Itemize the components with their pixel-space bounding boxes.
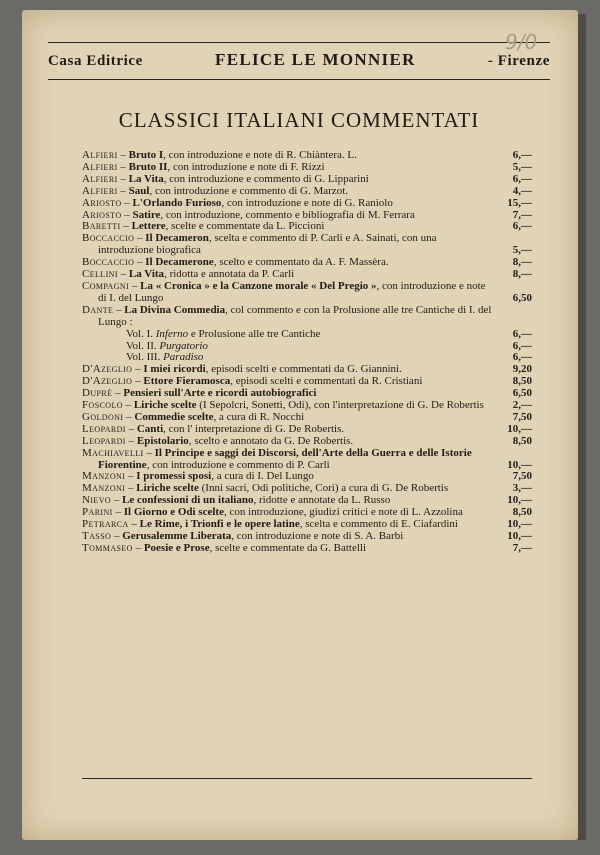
catalog-entry — [82, 448, 532, 472]
entry-author: Manzoni — [82, 482, 126, 495]
entry-description: Leopardi – Canti, con l' interpretazione di G. De Robertis. — [82, 422, 345, 435]
entry-author: Parini — [82, 506, 113, 519]
entry-details: , con introduzione e commento di P. Carli — [146, 458, 330, 471]
entry-author: Machiavelli — [82, 446, 144, 459]
entry-work: I promessi sposi — [136, 470, 212, 483]
entry-work: Gerusalemme Liberata — [122, 530, 232, 542]
entry-work: I miei ricordi — [143, 363, 206, 376]
entry-description: Cellini – La Vita, ridotta e annotata da P. Carli — [82, 268, 295, 281]
entry-price: 5,— — [512, 244, 532, 257]
entry-author: Leopardi — [82, 422, 126, 435]
entry-work: Poesie e Prose — [143, 541, 210, 554]
entry-work: Il Principe e saggi dei Discorsi, dell'Arte della Guerra e delle Istorie Fiorentine — [98, 446, 472, 471]
entry-details: , scelte e commentate da L. Piccioni — [165, 220, 325, 233]
entry-description: D'Azeglio – I miei ricordi, episodi scelti e commentati da G. Giannini. — [82, 363, 402, 376]
entry-author: Dante — [82, 303, 114, 316]
entry-description: Tasso – Gerusalemme Liberata, con introduzione e note di S. A. Barbi — [82, 530, 404, 542]
entry-details: , scelto e commentato da A. F. Massèra. — [213, 256, 389, 269]
entry-details: , con introduzione e note di R. Chiàntera. L. — [163, 149, 357, 161]
entry-author: Boccaccio — [82, 232, 135, 245]
catalog-entry — [82, 543, 532, 555]
entry-price: 4,— — [512, 184, 532, 197]
entry-description: Tommaseo – Poesie e Prose, scelte e commentate da G. Battelli — [82, 541, 366, 554]
entry-price: 8,50 — [512, 375, 532, 388]
entry-price: 6,— — [512, 339, 532, 352]
entry-price: 8,50 — [512, 506, 532, 519]
entry-details: , con introduzione e note di S. A. Barbi — [231, 530, 404, 542]
entry-work: La Vita — [128, 172, 164, 185]
entry-volume: Vol. I. — [126, 327, 153, 340]
entry-description: D'Azeglio – Ettore Fieramosca, episodi scelti e commentati da R. Cristiani — [82, 375, 423, 388]
entry-details: , scelte e commentate da G. Battelli — [209, 541, 366, 554]
page-shadow — [578, 14, 586, 840]
bottom-rule — [82, 778, 532, 779]
entry-author: Leopardi — [82, 434, 126, 447]
entry-work: Ettore Fieramosca — [143, 375, 231, 388]
entry-description: Parini – Il Giorno e Odi scelte, con introduzione, giudizi critici e note di L. Azzolina — [82, 506, 463, 519]
entry-author: D'Azeglio — [82, 375, 133, 388]
publisher-name: FELICE LE MONNIER — [215, 50, 416, 69]
entry-volume: Vol. III. — [126, 351, 161, 364]
entry-details: , ridotta e annotata da P. Carli — [164, 268, 295, 281]
entry-price: 8,— — [512, 268, 532, 281]
entry-description: Goldoni – Commedie scelte, a cura di R. Nocchi — [82, 410, 305, 423]
entry-description: Boccaccio – Il Decameron, scelta e commento di P. Carli e A. Sainati, con una introduzione biografica — [82, 232, 437, 257]
entry-details: , con introduzione e note di I. del Lungo — [98, 279, 486, 304]
entry-price: 10,— — [507, 422, 532, 435]
header-rule-top — [48, 42, 550, 43]
entry-work: Le Rime, i Trionfi e le opere latine — [139, 518, 300, 531]
entry-price: 6,— — [512, 220, 532, 233]
entry-work: Liriche scelte — [136, 482, 199, 495]
entry-price: 7,— — [512, 208, 532, 221]
entry-description: Dante – La Divina Commedia, col commento e con la Prolusione alle tre Cantiche di I. del Lungo : — [82, 303, 492, 328]
entry-author: Cellini — [82, 268, 118, 281]
publisher-prefix: Casa Editrice — [48, 53, 143, 69]
entry-details: (I Sepolcri, Sonetti, Odi), con l'interpretazione di G. De Robertis — [196, 399, 484, 412]
entry-description: Alfieri – La Vita, con introduzione e commento di G. Lipparini — [82, 172, 369, 185]
entry-work: Il Giorno e Odi scelte — [123, 506, 224, 519]
entry-details: , con l' interpretazione di G. De Robertis. — [163, 422, 345, 435]
entry-price: 8,50 — [512, 434, 532, 447]
entry-work: Liriche scelte — [133, 399, 197, 412]
entry-description: Nievo – Le confessioni di un italiano, ridotte e annotate da L. Russo — [82, 494, 391, 507]
catalog-entry — [82, 281, 532, 305]
entry-price: 10,— — [507, 494, 532, 507]
entry-work: Canti — [136, 422, 164, 435]
entry-author: Foscolo — [82, 399, 123, 412]
entry-work: L'Orlando Furioso — [132, 196, 222, 209]
entry-volume-part: Inferno — [155, 327, 189, 340]
entry-description: Ariosto – Satire, con introduzione, commento e bibliografia di M. Ferrara — [82, 208, 415, 221]
entry-price: 6,— — [512, 149, 532, 161]
entry-price: 6,— — [512, 351, 532, 364]
entry-author: Compagni — [82, 279, 130, 292]
entry-description: Manzoni – I promessi sposi, a cura di I. Del Lungo — [82, 470, 314, 483]
entry-details: , con introduzione e commento di G. Lipparini — [163, 172, 369, 185]
entry-price: 15,— — [507, 196, 532, 209]
entry-details: , con introduzione, giudizi critici e note di L. Azzolina — [223, 506, 463, 519]
entry-details: , con introduzione e note di G. Raniolo — [221, 196, 393, 209]
entry-description: Duprè – Pensieri sull'Arte e ricordi autobiografici — [82, 387, 317, 400]
publisher-city: - Firenze — [487, 53, 550, 69]
entry-description: Foscolo – Liriche scelte (I Sepolcri, Sonetti, Odi), con l'interpretazione di G. De Robertis — [82, 399, 484, 412]
entry-work: Epistolario — [136, 434, 189, 447]
entry-price: 10,— — [507, 458, 532, 471]
entry-work: Lettere — [131, 220, 166, 233]
catalog-entry — [82, 305, 532, 329]
entry-details: , episodi scelti e commentati da R. Cristiani — [230, 375, 423, 388]
entry-work: Commedie scelte — [134, 410, 214, 423]
entry-price: 3,— — [512, 482, 532, 495]
entry-price: 7,50 — [512, 410, 532, 423]
entry-description: Machiavelli – Il Principe e saggi dei Discorsi, dell'Arte della Guerra e delle Istorie Fiorentine, con introduzione e commento di P. Carli — [82, 446, 472, 471]
entry-work: Satire — [132, 208, 161, 221]
entry-author: Boccaccio — [82, 256, 135, 269]
header-rule-bottom — [48, 79, 550, 80]
pencil-note: 9/0 — [505, 30, 538, 54]
entry-price: 6,50 — [512, 291, 532, 304]
entry-details: , con introduzione e note di F. Rizzi — [167, 160, 325, 173]
entry-description: Baretti – Lettere, scelte e commentate da L. Piccioni — [82, 220, 325, 233]
page-title: CLASSICI ITALIANI COMMENTATI — [118, 108, 480, 132]
entry-price: 5,— — [512, 160, 532, 173]
entry-details: , ridotte e annotate da L. Russo — [253, 494, 391, 507]
entry-work: Bruto I — [128, 149, 164, 161]
publisher-line — [48, 50, 550, 70]
entry-work: Le confessioni di un italiano — [122, 494, 254, 507]
entry-work: Il Decameron — [145, 232, 209, 245]
entry-details: , scelta e commento di E. Ciafardini — [299, 518, 458, 531]
entry-author: Baretti — [82, 220, 121, 233]
entry-description: Boccaccio – Il Decamerone, scelto e commentato da A. F. Massèra. — [82, 256, 389, 269]
entry-work: La « Cronica » e la Canzone morale « Del Pregio » — [140, 279, 377, 292]
entry-details: , scelto e annotato da G. De Robertis. — [188, 434, 354, 447]
entry-volume-part: Paradiso — [163, 351, 204, 364]
entry-author: Alfieri — [82, 172, 118, 185]
entry-details: , a cura di R. Nocchi — [213, 410, 305, 423]
entry-price: 10,— — [507, 530, 532, 542]
entry-details: , con introduzione, commento e bibliografia di M. Ferrara — [160, 208, 415, 221]
entry-author: Tommaseo — [82, 541, 133, 554]
entry-price: 7,50 — [512, 470, 532, 483]
entry-description: Alfieri – Bruto I, con introduzione e note di R. Chiàntera. L. — [82, 149, 357, 161]
entry-author: Nievo — [82, 494, 112, 507]
entry-author: Ariosto — [82, 196, 122, 209]
entry-author: Tasso — [82, 530, 112, 542]
entry-author: Duprè — [82, 387, 113, 400]
entry-price: 7,— — [512, 541, 532, 554]
entry-work: Bruto II — [128, 160, 168, 173]
entry-description: Leopardi – Epistolario, scelto e annotato da G. De Robertis. — [82, 434, 354, 447]
entry-description: Compagni – La « Cronica » e la Canzone morale « Del Pregio », con introduzione e note di I. del Lungo — [82, 279, 486, 304]
entry-work: La Divina Commedia — [124, 303, 226, 316]
entry-author: Manzoni — [82, 470, 126, 483]
entry-work: Il Decamerone — [145, 256, 214, 269]
entry-price: 9,20 — [512, 363, 532, 376]
entry-author: Alfieri — [82, 184, 118, 197]
entry-description: Ariosto – L'Orlando Furioso, con introduzione e note di G. Raniolo — [82, 196, 393, 209]
entry-author: Alfieri — [82, 160, 118, 173]
entry-work: Pensieri sull'Arte e ricordi autobiografici — [123, 387, 317, 400]
entry-work: Saul — [128, 184, 150, 197]
entry-author: Alfieri — [82, 149, 118, 161]
entry-work: La Vita — [128, 268, 165, 281]
entry-description: Manzoni – Liriche scelte (Inni sacri, Odi politiche, Cori) a cura di G. De Robertis — [82, 482, 449, 495]
entry-price: 6,— — [512, 172, 532, 185]
entry-description: Alfieri – Bruto II, con introduzione e note di F. Rizzi — [82, 160, 325, 173]
entry-details: , con introduzione e commento di G. Marzot. — [149, 184, 348, 197]
catalog-entry — [82, 233, 532, 257]
entry-price: 6,50 — [512, 387, 532, 400]
entry-volume-part: Purgatorio — [159, 339, 208, 352]
entry-volume-rest: e Prolusione alle tre Cantiche — [188, 327, 321, 340]
entry-author: D'Azeglio — [82, 363, 133, 376]
entry-details: (Inni sacri, Odi politiche, Cori) a cura di G. De Robertis — [198, 482, 449, 495]
entry-price: 10,— — [507, 518, 532, 531]
entry-description: Alfieri – Saul, con introduzione e commento di G. Marzot. — [82, 184, 348, 197]
entry-price: 8,— — [512, 256, 532, 269]
entry-description: Petrarca – Le Rime, i Trionfi e le opere latine, scelta e commento di E. Ciafardini — [82, 518, 458, 531]
entry-details: , col commento e con la Prolusione alle tre Cantiche di I. del Lungo : — [98, 303, 492, 328]
entry-author: Goldoni — [82, 410, 124, 423]
entry-details: , episodi scelti e commentati da G. Giannini. — [205, 363, 402, 376]
entry-volume: Vol. II. — [126, 339, 157, 352]
entry-details: , scelta e commento di P. Carli e A. Sainati, con una introduzione biografica — [98, 232, 437, 257]
entry-price: 6,— — [512, 327, 532, 340]
entry-price: 2,— — [512, 399, 532, 412]
catalog-list — [82, 150, 532, 555]
entry-author: Petrarca — [82, 518, 129, 531]
entry-author: Ariosto — [82, 208, 122, 221]
entry-details: , a cura di I. Del Lungo — [211, 470, 314, 483]
